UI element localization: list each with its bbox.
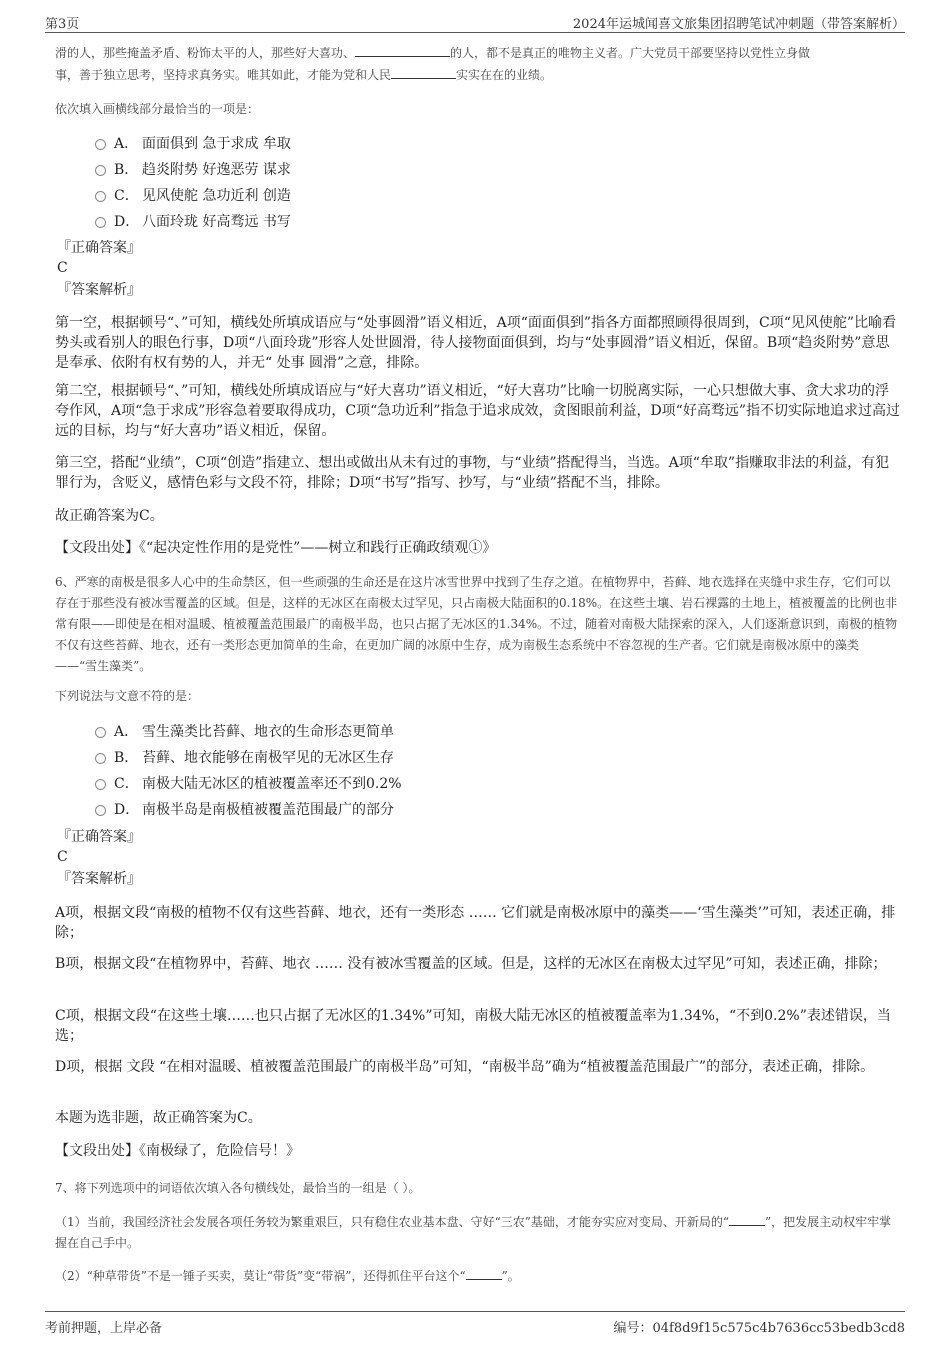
document-id: 编号：04f8d9f15c575c4b7636cc53bedb3cd8 — [613, 1321, 905, 1336]
q6-prompt: 下列说法与文意不符的是： — [55, 689, 200, 703]
q5-option-a[interactable] — [95, 134, 291, 154]
document-title: 2024年运城闻喜文旅集团招聘笔试冲刺题（带答案解析） — [572, 17, 905, 32]
option-letter: B． — [114, 162, 139, 178]
blank-line — [466, 1265, 502, 1280]
q7-text: ”，把发展主动权牢牢掌握在自己手中。 — [55, 1215, 892, 1250]
q5-option-c[interactable] — [95, 186, 291, 206]
q5-prompt: 依次填入画横线部分最恰当的一项是： — [55, 102, 260, 116]
option-letter: B． — [114, 750, 139, 766]
q7-text: ”。 — [501, 1269, 520, 1283]
page-header — [45, 10, 905, 33]
q5-analysis-4: 故正确答案为C。 — [55, 508, 164, 524]
blank-line — [729, 1211, 765, 1226]
option-letter: C． — [114, 776, 139, 792]
q5-answer-label: 『正确答案』 — [57, 240, 141, 256]
radio-icon[interactable] — [95, 727, 106, 738]
q5-stem — [55, 42, 900, 86]
q5-stem-text: 事，善于独立思考，坚持求真务实。唯其如此，才能为党和人民 — [55, 68, 392, 82]
q6-analysis-b: B项，根据文段“在植物界中，苔藓、地衣 …… 没有被冰雪覆盖的区域。但是，这样的无冰区在南极太过罕见”可知，表述正确，排除； — [55, 956, 887, 972]
q6-option-b[interactable] — [95, 748, 394, 768]
q6-answer-label: 『正确答案』 — [57, 829, 141, 845]
q6-answer: C — [57, 849, 68, 865]
q5-analysis-1: 第一空，根据顿号“、”可知，横线处所填成语应与“处事圆滑”语义相近，A项“面面俱到”指各方面都照顾得很周到，C项“见风使舵”比喻看势头或看别人的眼色行事，D项“八面玲珑”形容人处世圆滑，待人接物面面俱到，均与“处事圆滑”语义相近，保留。B项“趋炎附势”意思是奉承、依附有权有势的人，并无“ 处事 圆滑”之意，排除。 — [55, 315, 897, 371]
q6-analysis-d: D项，根据 文段 “在相对温暖、植被覆盖范围最广的南极半岛”可知，“南极半岛”确为“植被覆盖范围最广”的部分，表述正确，排除。 — [55, 1059, 875, 1075]
radio-icon[interactable] — [95, 753, 106, 764]
q7-sentence-1 — [55, 1211, 900, 1254]
page-footer — [45, 1311, 905, 1334]
page-number: 第3页 — [45, 17, 80, 32]
footer-slogan: 考前押题，上岸必备 — [45, 1321, 163, 1336]
radio-icon[interactable] — [95, 805, 106, 816]
q5-stem-text: 滑的人，那些掩盖矛盾、粉饰太平的人，那些好大喜功、 — [55, 46, 356, 60]
option-letter: A． — [114, 724, 139, 740]
q6-option-a[interactable] — [95, 722, 394, 742]
blank-line — [391, 64, 456, 79]
q5-stem-text: 的人，都不是真正的唯物主义者。广大党员干部要坚持以党性立身做 — [450, 46, 811, 60]
q5-source: 【文段出处】《“起决定性作用的是党性”——树立和践行正确政绩观①》 — [55, 540, 497, 556]
q5-analysis-label: 『答案解析』 — [57, 282, 141, 298]
radio-icon[interactable] — [95, 779, 106, 790]
q5-stem-text: 实实在在的业绩。 — [456, 68, 553, 82]
option-text: 趋炎附势 好逸恶劳 谋求 — [142, 162, 291, 178]
blank-line — [355, 42, 450, 57]
q5-answer: C — [57, 260, 68, 276]
radio-icon[interactable] — [95, 217, 106, 228]
q5-option-d[interactable] — [95, 212, 291, 232]
q6-analysis-label: 『答案解析』 — [57, 871, 141, 887]
q7-text: （1）当前，我国经济社会发展各项任务较为繁重艰巨，只有稳住农业基本盘、守好“三农”基础，才能夯实应对变局、开新局的“ — [55, 1215, 730, 1229]
q5-option-b[interactable] — [95, 160, 291, 180]
option-letter: C． — [114, 188, 139, 204]
q5-analysis-3: 第三空，搭配“业绩”，C项“创造”指建立、想出或做出从未有过的事物，与“业绩”搭配得当，当选。A项“牟取”指赚取非法的利益，有犯罪行为，含贬义，感情色彩与文段不符，排除；D项“书写”指写、抄写，与“业绩”搭配不当，排除。 — [55, 455, 890, 491]
q6-option-d[interactable] — [95, 800, 394, 820]
radio-icon[interactable] — [95, 165, 106, 176]
option-letter: D． — [114, 802, 140, 818]
option-text: 八面玲珑 好高骛远 书写 — [142, 214, 291, 230]
q6-analysis-conclusion: 本题为选非题，故正确答案为C。 — [55, 1110, 262, 1126]
option-text: 南极大陆无冰区的植被覆盖率还不到0.2% — [142, 776, 402, 792]
option-text: 面面俱到 急于求成 牟取 — [142, 136, 291, 152]
q6-source: 【文段出处】《南极绿了，危险信号！》 — [55, 1143, 300, 1159]
option-text: 见风使舵 急功近利 创造 — [142, 188, 291, 204]
option-text: 南极半岛是南极植被覆盖范围最广的部分 — [142, 802, 394, 818]
option-letter: D． — [114, 214, 140, 230]
q7-stem: 7、将下列选项中的词语依次填入各句横线处，最恰当的一组是（ ）。 — [55, 1181, 421, 1195]
radio-icon[interactable] — [95, 139, 106, 150]
option-letter: A． — [114, 136, 139, 152]
option-text: 苔藓、地衣能够在南极罕见的无冰区生存 — [142, 750, 394, 766]
q6-passage: 6、严寒的南极是很多人心中的生命禁区，但一些顽强的生命还是在这片冰雪世界中找到了生存之道。在植物界中，苔藓、地衣选择在夹缝中求生存，它们可以存在于那些没有被冰雪覆盖的区域。但是，这样的无冰区在南极太过罕见，只占南极大陆面积的0.18%。在这些土壤、岩石裸露的土地上，植被覆盖的比例也非常有限——即使是在相对温暖、植被覆盖范围最广的南极半岛，也只占据了无冰区的1.34%。不过，随着对南极大陆探索的深入，人们逐渐意识到，南极的植物不仅有这些苔藓、地衣，还有一类形态更加简单的生命，在更加广阔的冰原中生存，成为南极生态系统中不容忽视的生产者。它们就是南极冰原中的藻类——“雪生藻类”。 — [55, 575, 898, 673]
q6-option-c[interactable] — [95, 774, 402, 794]
option-text: 雪生藻类比苔藓、地衣的生命形态更简单 — [142, 724, 394, 740]
q7-text: （2）“种草带货”不是一锤子买卖，莫让“带货”变“带祸”，还得抓住平台这个“ — [55, 1269, 466, 1283]
q7-sentence-2 — [55, 1265, 900, 1287]
q6-analysis-c: C项，根据文段“在这些土壤……也只占据了无冰区的1.34%”可知，南极大陆无冰区的植被覆盖率为1.34%，“不到0.2%”表述错误，当选； — [55, 1008, 891, 1044]
q5-analysis-2: 第二空，根据顿号“、”可知，横线处所填成语应与“好大喜功”语义相近，“好大喜功”比喻一切脱离实际，一心只想做大事、贪大求功的浮夸作风，A项“急于求成”形容急着要取得成功，C项“急功近利”指急于追求成效，贪图眼前利益，D项“好高骛远”指不切实际地追求过高过远的目标，均与“好大喜功”语义相近，保留。 — [55, 383, 900, 439]
radio-icon[interactable] — [95, 191, 106, 202]
q6-analysis-a: A项，根据文段“南极的植物不仅有这些苔藓、地衣，还有一类形态 …… 它们就是南极冰原中的藻类——‘雪生藻类’”可知，表述正确，排除； — [55, 905, 896, 941]
